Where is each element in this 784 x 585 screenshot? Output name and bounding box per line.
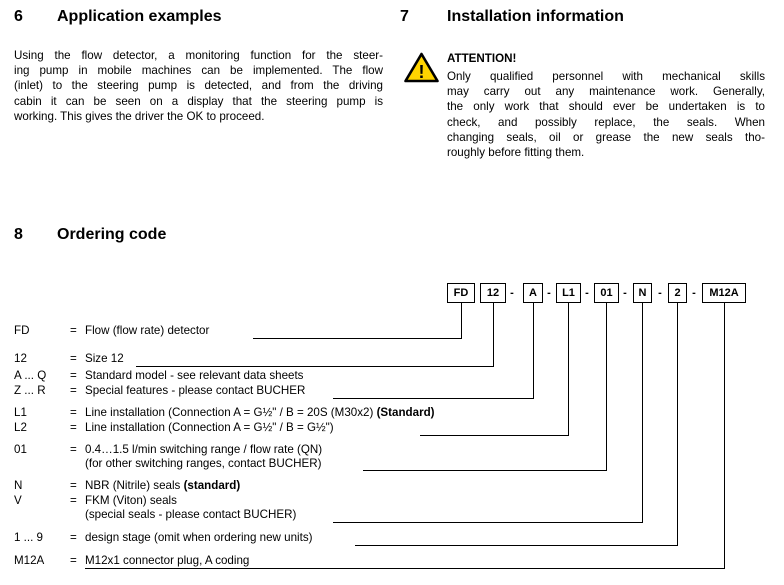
legend-desc: Line installation (Connection A = G½" / B = G½") [85, 421, 334, 434]
installation-paragraph [447, 69, 765, 160]
section-7-heading [400, 8, 624, 26]
legend-code: Z ... R [14, 384, 46, 397]
equals-sign: = [70, 384, 77, 397]
legend-desc: Line installation (Connection A = G½" / B = 20S (M30x2) (Standard) [85, 406, 435, 419]
ordering-code-box-fd: FD [447, 283, 475, 303]
legend-row-m12a [14, 554, 249, 567]
legend-row-zr [14, 384, 305, 397]
paragraph-line: check, and possibly replace, the seals. When [447, 115, 765, 129]
ordering-code-separator: - [692, 287, 696, 299]
legend-row-01 [14, 443, 322, 456]
paragraph-line: changing seals, oil or grease the new seals tho- [447, 130, 765, 144]
section-6-title: Application examples [57, 8, 222, 25]
section-8-number: 8 [14, 226, 23, 243]
paragraph-line: working. This gives the driver the OK to proceed. [14, 109, 265, 123]
section-6-number: 6 [14, 8, 23, 25]
ordering-code-box-n: N [633, 283, 652, 303]
legend-code: A ... Q [14, 369, 47, 382]
ordering-code-separator: - [658, 287, 662, 299]
attention-label: ATTENTION! [447, 52, 517, 65]
paragraph-line: the only work that should ever be undertaken is to [447, 100, 765, 114]
section-7-title: Installation information [447, 8, 624, 25]
ordering-code-separator: - [623, 287, 627, 299]
ordering-code-box-a: A [523, 283, 543, 303]
paragraph-line: may carry out any maintenance work. Generally, [447, 85, 765, 99]
equals-sign: = [70, 494, 77, 507]
section-7-number: 7 [400, 8, 409, 25]
equals-sign: = [70, 324, 77, 337]
warning-triangle-icon [403, 51, 440, 84]
legend-row-fd [14, 324, 209, 337]
connector-line-12-h [136, 366, 494, 367]
equals-sign: = [70, 479, 77, 492]
connector-line-l1 [568, 303, 569, 435]
legend-desc-continuation: (special seals - please contact BUCHER) [85, 508, 297, 521]
section-8-heading [14, 226, 166, 244]
legend-desc: Flow (flow rate) detector [85, 324, 210, 337]
legend-row-aq [14, 369, 303, 382]
paragraph-line: Using the flow detector, a monitoring function for the steer- [14, 49, 383, 62]
legend-code: M12A [14, 554, 45, 567]
ordering-code-box-m12a: M12A [702, 283, 746, 303]
legend-row-v [14, 494, 177, 507]
legend-row-l2 [14, 421, 334, 434]
equals-sign: = [70, 443, 77, 456]
equals-sign: = [70, 531, 77, 544]
legend-desc: design stage (omit when ordering new units) [85, 531, 313, 544]
connector-line-m12a-h [85, 568, 725, 569]
legend-desc-continuation: (for other switching ranges, contact BUCHER) [85, 457, 322, 470]
connector-line-fd [461, 303, 462, 338]
application-paragraph [14, 48, 383, 124]
legend-desc: M12x1 connector plug, A coding [85, 554, 250, 567]
equals-sign: = [70, 352, 77, 365]
legend-code: 12 [14, 352, 27, 365]
connector-line-m12a [724, 303, 725, 568]
connector-line-fd-h [253, 338, 462, 339]
legend-code: V [14, 494, 22, 507]
warning-exclamation-glyph: ! [418, 62, 425, 82]
legend-row-l1 [14, 406, 435, 419]
paragraph-line: roughly before fitting them. [447, 146, 585, 160]
connector-line-01-h [363, 470, 607, 471]
legend-desc: Standard model - see relevant data sheets [85, 369, 304, 382]
legend-code: N [14, 479, 23, 492]
connector-line-01 [606, 303, 607, 470]
connector-line-n [642, 303, 643, 522]
legend-desc: Size 12 [85, 352, 124, 365]
connector-line-12 [493, 303, 494, 366]
connector-line-a [533, 303, 534, 398]
legend-desc-bold: (standard) [183, 479, 241, 492]
connector-line-2-h [355, 545, 678, 546]
equals-sign: = [70, 369, 77, 382]
ordering-code-box-l1: L1 [556, 283, 581, 303]
connector-line-2 [677, 303, 678, 545]
equals-sign: = [70, 406, 77, 419]
legend-code: FD [14, 324, 30, 337]
ordering-code-box-01: 01 [594, 283, 619, 303]
legend-code: L1 [14, 406, 27, 419]
legend-row-n [14, 479, 240, 492]
ordering-code-separator: - [585, 287, 589, 299]
legend-desc: NBR (Nitrile) seals (standard) [85, 479, 241, 492]
connector-line-l1-h [420, 435, 569, 436]
ordering-code-box-2: 2 [668, 283, 687, 303]
legend-desc: 0.4…1.5 l/min switching range / flow rate (QN) [85, 443, 323, 456]
legend-desc: Special features - please contact BUCHER [85, 384, 306, 397]
ordering-code-separator: - [547, 287, 551, 299]
connector-line-n-h [333, 522, 643, 523]
ordering-code-separator: - [510, 287, 514, 299]
ordering-code-box-12: 12 [480, 283, 506, 303]
section-6-heading [14, 8, 222, 26]
legend-row-19 [14, 531, 313, 544]
equals-sign: = [70, 421, 77, 434]
legend-desc-bold: (Standard) [376, 406, 435, 419]
legend-desc: FKM (Viton) seals [85, 494, 177, 507]
connector-line-a-h [333, 398, 534, 399]
paragraph-line: ing pump in mobile machines can be implemented. The flow [14, 64, 383, 78]
paragraph-line: Only qualified personnel with mechanical skills [447, 70, 765, 83]
legend-code: 01 [14, 443, 27, 456]
legend-code: 1 ... 9 [14, 531, 44, 544]
paragraph-line: (inlet) to the steering pump is detected, and from the driving [14, 79, 383, 93]
legend-row-12 [14, 352, 124, 365]
paragraph-line: cabin it can be seen on a display that the steering pump is [14, 94, 383, 108]
legend-code: L2 [14, 421, 27, 434]
section-8-title: Ordering code [57, 226, 167, 243]
equals-sign: = [70, 554, 77, 567]
